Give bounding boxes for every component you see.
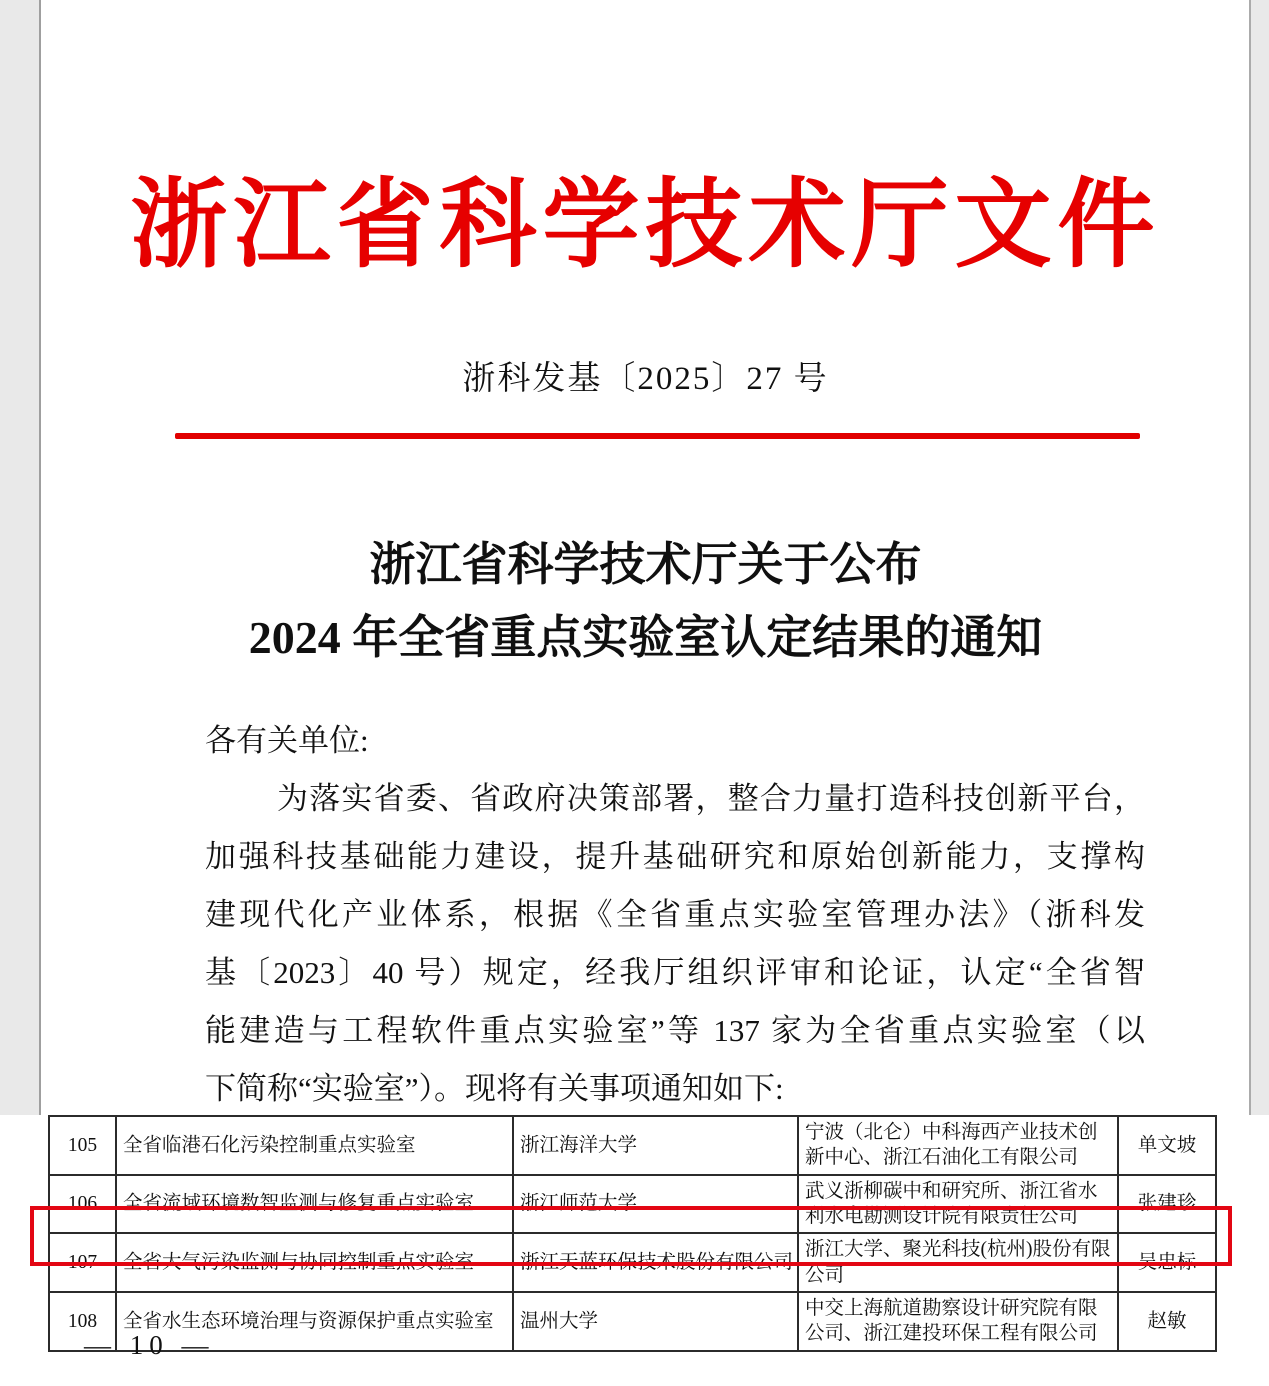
paragraph-line: 加强科技基础能力建设，提升基础研究和原始创新能力，支撑构 xyxy=(205,839,1145,874)
page-number: — 10 — xyxy=(84,1330,215,1360)
host-unit-cell: 浙江天蓝环保技术股份有限公司 xyxy=(513,1233,798,1292)
table-row xyxy=(49,1116,1216,1175)
lab-name-cell: 全省水生态环境治理与资源保护重点实验室 xyxy=(116,1292,513,1351)
partner-units-cell: 武义浙柳碳中和研究所、浙江省水利水电勘测设计院有限责任公司 xyxy=(798,1175,1118,1234)
table-row-highlighted xyxy=(49,1233,1216,1292)
left-page-margin xyxy=(0,0,41,1115)
row-number-cell: 106 xyxy=(49,1175,116,1234)
notice-title-line1: 浙江省科学技术厅关于公布 xyxy=(369,539,922,590)
right-page-margin xyxy=(1249,0,1269,1115)
masthead-title: 浙江省科学技术厅文件 xyxy=(130,172,1161,279)
paragraph-line: 下简称“实验室”）。现将有关事项通知如下: xyxy=(205,1071,784,1106)
director-cell: 赵敏 xyxy=(1118,1292,1216,1351)
row-number-cell: 107 xyxy=(49,1233,116,1292)
notice-title-line2: 2024 年全省重点实验室认定结果的通知 xyxy=(248,612,1043,663)
red-divider-rule xyxy=(175,433,1140,439)
director-cell: 吴忠标 xyxy=(1118,1233,1216,1292)
host-unit-cell: 浙江海洋大学 xyxy=(513,1116,798,1175)
director-cell: 张建珍 xyxy=(1118,1175,1216,1234)
partner-units-cell: 中交上海航道勘察设计研究院有限公司、浙江建投环保工程有限公司 xyxy=(798,1292,1118,1351)
paragraph-line: 建现代化产业体系，根据《全省重点实验室管理办法》（浙科发 xyxy=(205,897,1145,932)
document-number: 浙科发基〔2025〕27 号 xyxy=(462,361,829,397)
row-number-cell: 108 xyxy=(49,1292,116,1351)
results-table xyxy=(48,1115,1217,1352)
partner-units-cell: 宁波（北仑）中科海西产业技术创新中心、浙江石油化工有限公司 xyxy=(798,1116,1118,1175)
table-row xyxy=(49,1292,1216,1351)
lab-name-cell: 全省流域环境数智监测与修复重点实验室 xyxy=(116,1175,513,1234)
host-unit-cell: 浙江师范大学 xyxy=(513,1175,798,1234)
salutation: 各有关单位: xyxy=(205,723,369,758)
director-cell: 单文坡 xyxy=(1118,1116,1216,1175)
paragraph-line: 为落实省委、省政府决策部署，整合力量打造科技创新平台， xyxy=(277,781,1145,816)
table-row xyxy=(49,1175,1216,1234)
partner-units-cell: 浙江大学、聚光科技(杭州)股份有限公司 xyxy=(798,1233,1118,1292)
host-unit-cell: 温州大学 xyxy=(513,1292,798,1351)
paragraph xyxy=(205,770,1145,1118)
lab-name-cell: 全省临港石化污染控制重点实验室 xyxy=(116,1116,513,1175)
body-text xyxy=(205,712,1145,1118)
lab-name-cell: 全省大气污染监测与协同控制重点实验室 xyxy=(116,1233,513,1292)
paragraph-line: 能建造与工程软件重点实验室”等 137 家为全省重点实验室（以 xyxy=(205,1013,1145,1048)
row-number-cell: 105 xyxy=(49,1116,116,1175)
paragraph-line: 基〔2023〕40 号）规定，经我厅组织评审和论证，认定“全省智 xyxy=(205,955,1145,990)
